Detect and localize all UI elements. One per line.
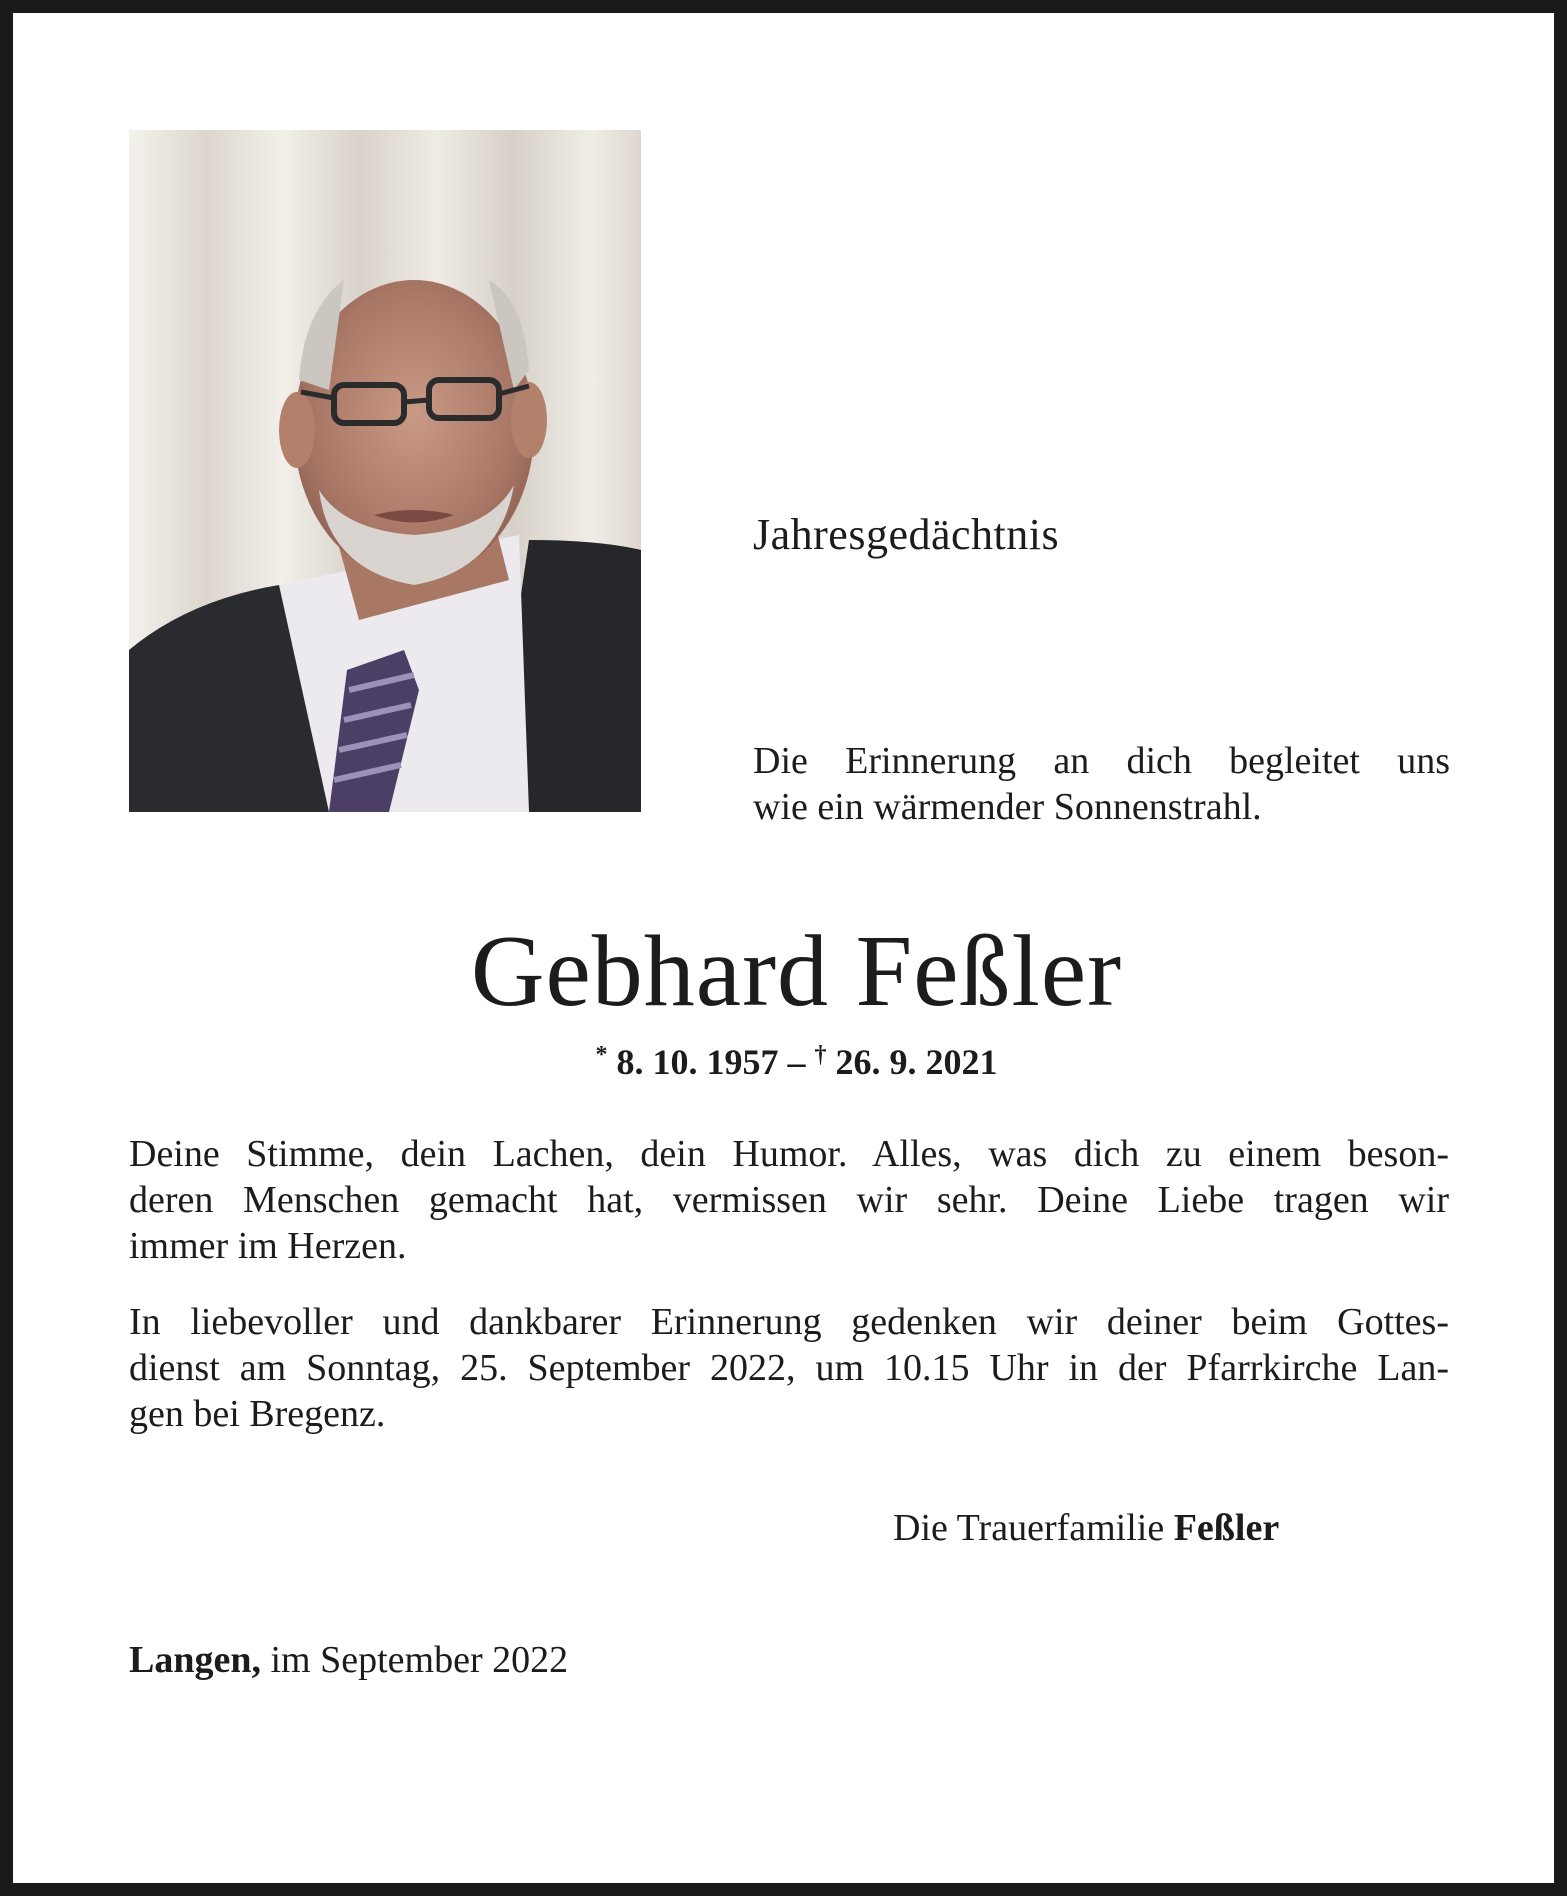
family-signature (893, 1506, 1279, 1550)
deceased-name: Gebhard Feßler (470, 915, 1123, 1028)
signature-prefix: Die Trauerfamilie (893, 1507, 1165, 1549)
portrait-photo (129, 130, 641, 812)
memorial-paragraph (129, 1131, 1449, 1269)
paragraph-line: immer im Herzen. (129, 1225, 407, 1267)
birth-symbol: * (595, 1042, 608, 1068)
service-paragraph (129, 1299, 1449, 1437)
place-date: im September 2022 (270, 1639, 569, 1681)
portrait-image (129, 130, 641, 812)
family-name: Feßler (1173, 1507, 1280, 1549)
date-separator: – (787, 1042, 806, 1082)
memorial-heading: Jahresgedächtnis (753, 510, 1060, 559)
paragraph-line: deren Menschen gemacht hat, vermissen wir sehr. Deine Liebe tragen wir (129, 1179, 1449, 1221)
paragraph-line: dienst am Sonntag, 25. September 2022, um 10.15 Uhr in der Pfarrkirche Lan- (129, 1347, 1449, 1389)
death-symbol: † (814, 1042, 827, 1068)
quote-line: Die Erinnerung an dich begleitet uns (753, 740, 1450, 782)
place-and-date (129, 1638, 568, 1682)
life-dates (13, 1041, 1567, 1083)
paragraph-line: Deine Stimme, dein Lachen, dein Humor. Alles, was dich zu einem beson- (129, 1133, 1449, 1175)
memorial-quote (753, 738, 1450, 830)
quote-line: wie ein wärmender Sonnenstrahl. (753, 786, 1262, 828)
place-town: Langen, (129, 1639, 261, 1681)
paragraph-line: In liebevoller und dankbarer Erinnerung gedenken wir deiner beim Gottes- (129, 1301, 1449, 1343)
death-date: 26. 9. 2021 (835, 1042, 998, 1082)
paragraph-line: gen bei Bregenz. (129, 1393, 386, 1435)
birth-date: 8. 10. 1957 (616, 1042, 779, 1082)
